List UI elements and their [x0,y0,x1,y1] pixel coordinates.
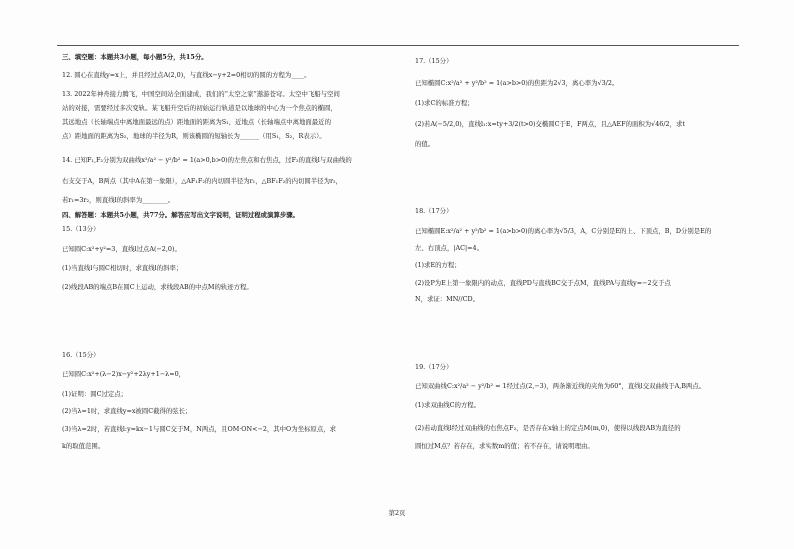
question-17-line: (1)求C的标准方程； [415,99,474,107]
question-16-line: k的取值范围。 [62,442,105,450]
question-16-line: (2)当λ=1时，求直线y=x被圆C截得的弦长； [62,407,192,415]
section-heading-fill-in: 三、填空题：本题共3小题，每小题5分，共15分。 [62,53,208,61]
question-18-line: N，求证：MN//CD。 [415,295,479,303]
question-19-line: 已知双曲线C:x²/a² − y²/b² = 1经过点(2,−3)，两条渐近线的夹角为60°，直线l交双曲线于A,B两点。 [415,382,706,390]
question-12: 12. 圆心在直线y=x上，并且经过点A(2,0)，与直线x−y+2=0相切的圆的方程为____。 [62,71,311,79]
question-17-line: 已知椭圆C:x²/a² + y²/b² = 1(a>b>0)的焦距为2√3，离心率为√3/2。 [415,79,619,87]
question-18-line: 已知椭圆E:x²/a² + y²/b² = 1(a>b>0)的离心率为√5/3，A，C分别是E的上、下顶点，B，D分别是E的 [415,227,712,235]
page-number: 第2页 [388,509,406,517]
question-13-line: 站的对接，需要经过多次变轨。某飞船升空后的初始运行轨道是以地球的中心为一个焦点的椭圆， [62,104,337,112]
question-19-line: 圆恒过M点？若存在，求实数m的值；若不存在，请说明理由。 [415,442,594,450]
question-19-line: (1)求双曲线C的方程。 [415,401,481,409]
question-13-line: 其远地点（长轴端点中离地面最远的点）距地面的距离为S₁，近地点（长轴端点中离地面最近的 [62,118,331,126]
question-18-line: (2)设P为E上第一象限内的动点，直线PD与直线BC交于点M，直线PA与直线y=−2交于点 [415,279,671,287]
question-19-header: 19.（17分） [415,363,453,371]
question-18-header: 18.（17分） [415,207,453,215]
question-18-line: (1)求E的方程； [415,261,461,269]
question-14-line: 右支交于A，B两点（其中A在第一象限），△AF₁F₂的内切圆半径为r₁，△BF₁F₂的内切圆半径为r₂， [62,177,342,185]
question-15-header: 15.（13分） [62,225,100,233]
question-13-line: 点）距地面的距离为S₂，地球的半径为R，则该椭圆的短轴长为______（用S₁，S₂，R表示）。 [62,132,326,140]
question-16-line: (1)证明：圆C过定点； [62,390,128,398]
question-17-header: 17.（15分） [415,57,453,65]
question-14-line: 14. 已知F₁,F₂分别为双曲线x²/a² − y²/b² = 1(a>0,b>0)的左焦点和右焦点，过F₂的直线l与双曲线的 [62,156,352,164]
top-rule [57,45,739,46]
question-13-line: 13. 2022年神舟接力腾飞，中国空间站全面建成，我们的“太空之家”遨游苍穹。太空中飞船与空间 [62,90,340,98]
question-17-line: 的值。 [415,140,435,148]
question-18-line: 左、右顶点，|AC|=4。 [415,244,483,252]
question-17-line: (2)若A(−5/2,0)，直线l₁:x=ty+3/2(t>0)交椭圆C于E，F两点，且△AEF的面积为√46/2，求t [415,120,685,128]
question-16-header: 16.（15分） [62,351,100,359]
question-16-line: (3)当λ=2时，若直线l:y=kx−1与圆C交于M，N两点，且OM·ON<−2，其中O为坐标原点，求 [62,425,337,433]
question-19-line: (2)若动直线l经过双曲线的右焦点F₂，是否存在x轴上的定点M(m,0)，使得以线段AB为直径的 [415,424,681,432]
question-15-line: (2)线段AB的端点B在圆C上运动，求线段AB的中点M的轨迹方程。 [62,283,253,291]
question-15-line: (1)当直线l与圆C相切时，求直线l的斜率； [62,264,183,272]
question-16-line: 已知圆C:x²+(λ−2)x−y²+2λy+1−λ=0， [62,370,186,378]
section-heading-solutions: 四、解答题：本题共5小题，共77分。解答应写出文字说明，证明过程或演算步骤。 [62,211,300,219]
question-15-line: 已知圆C:x²+y²=3，直线l过点A(−2,0)。 [62,245,181,253]
question-14-line: 若r₁=3r₂，则直线l的斜率为________。 [62,196,175,204]
